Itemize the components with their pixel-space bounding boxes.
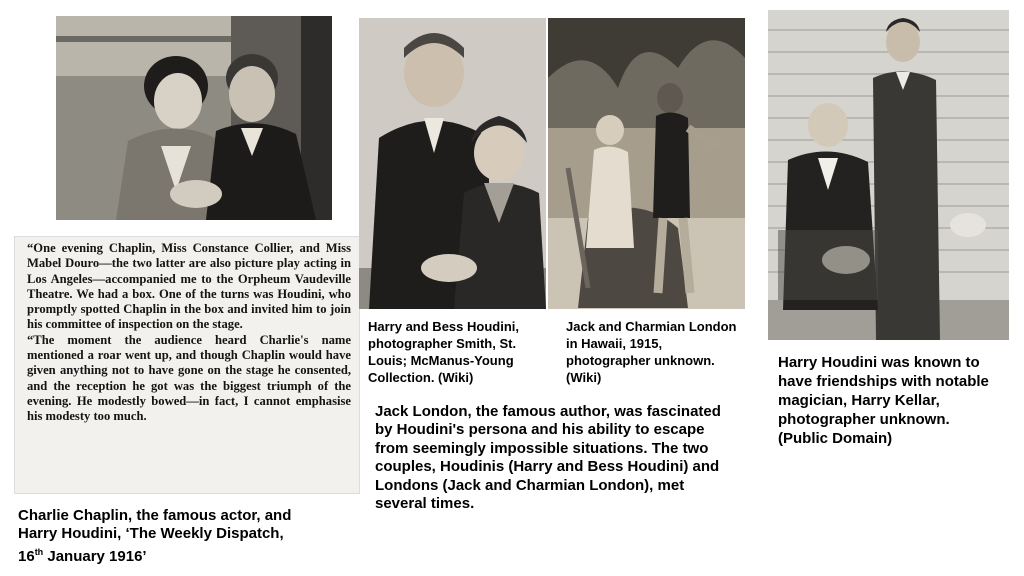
harry-bess-photo [359,18,546,309]
harry-bess-caption: Harry and Bess Houdini, photographer Smith, St. Louis; McManus-Young Collection. (Wiki) [368,319,519,385]
jack-charmian-photo [548,18,745,309]
chaplin-houdini-photo [56,16,332,220]
chaplin-caption-line1: Charlie Chaplin, the famous actor, and [18,507,292,524]
jack-charmian-caption: Jack and Charmian London in Hawaii, 1915, photographer unknown. (Wiki) [566,319,737,385]
newspaper-clipping [14,236,360,494]
clipping-text: “One evening Chaplin, Miss Constance Collier, and Miss Mabel Douro—the two latter are also picture play acting in Los Angeles—accompanied me to the Orpheum Vaudeville Theatre. We had a box. One of the turns was Houdini, who promptly spotted Chaplin in the box and invited him to join his committee of inspection on the stage. “The moment the audience heard Charlie's name mentioned a roar went up, and though Chaplin would have given anything not to have gone on the stage he consented, and the reception he got was the biggest triumph of the evening. He modestly bowed—in fact, I cannot emphasise his modesty too much. [27,241,351,424]
houdini-kellar-photo [768,10,1009,340]
chaplin-caption-day: 16 [18,548,35,565]
jack-london-description: Jack London, the famous author, was fascinated by Houdini's persona and his ability to escape from seemingly impossible situations. The two couples, Houdinis (Harry and Bess Houdini) and Londons (Jack and Charmian London), met several times. [375,403,721,513]
kellar-caption: Harry Houdini was known to have friendships with notable magician, Harry Kellar, photographer unknown. (Public Domain) [778,354,989,447]
chaplin-caption-date: January 1916’ [43,548,147,565]
chaplin-caption-suffix: th [34,547,44,557]
chaplin-caption-line2: Harry Houdini, ‘The Weekly Dispatch, [18,525,284,542]
chaplin-caption [18,507,368,566]
